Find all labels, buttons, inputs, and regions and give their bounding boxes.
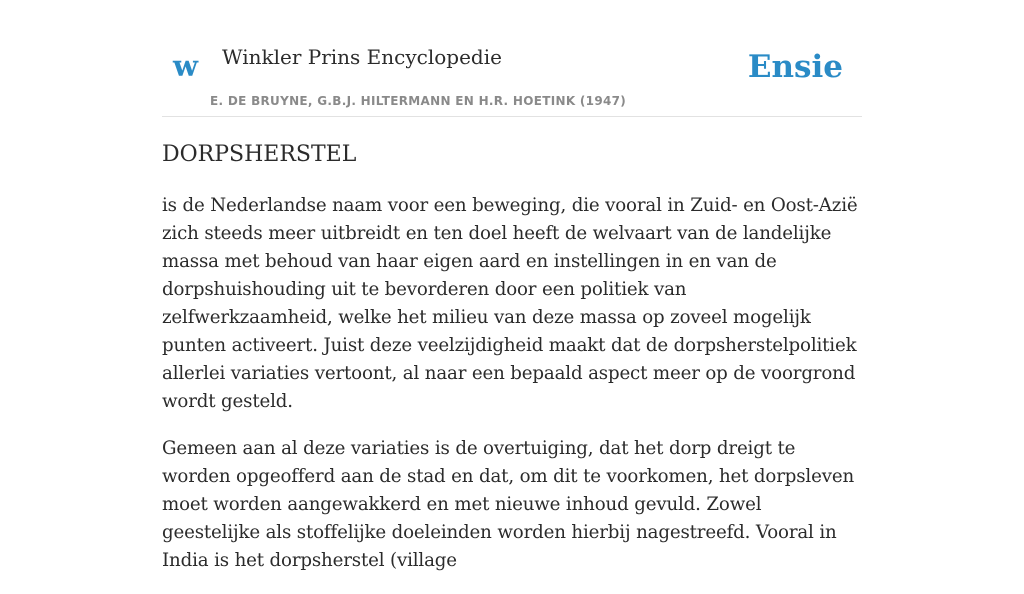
article-paragraph: is de Nederlandse naam voor een beweging, die vooral in Zuid- en Oost-Azië zich steeds meer uitbreidt en ten doel heeft de welvaart van de landelijke massa met behoud van haar eigen aard en instellingen in en van de dorpshuishouding uit te bevorderen door een politiek van zelfwerkzaamheid, welke het milieu van deze massa op zoveel mogelijk punten activeert. Juist deze veelzijdigheid maakt dat de dorpsherstelpolitiek allerlei variaties vertoont, al naar een bepaald aspect meer op de voorgrond wordt gesteld. (162, 195, 858, 412)
article-paragraph: Gemeen aan al deze variaties is de overtuiging, dat het dorp dreigt te worden opgeofferd aan de stad en dat, om dit te voorkomen, het dorpsleven moet worden aangewakkerd en met nieuwe inhoud gevuld. Zowel geestelijke als stoffelijke doeleinden worden hierbij nagestreefd. Vooral in India is het dorpsherstel (village (162, 438, 855, 571)
brand-logo[interactable]: Ensie (747, 49, 843, 85)
source-logo[interactable]: w (173, 49, 198, 83)
page-container (162, 0, 862, 571)
source-authors: E. DE BRUYNE, G.B.J. HILTERMANN EN H.R. HOETINK (1947) (210, 94, 627, 108)
source-header (162, 0, 862, 117)
article-title: DORPSHERSTEL (162, 142, 357, 167)
source-title[interactable]: Winkler Prins Encyclopedie (222, 45, 502, 69)
article-body (162, 192, 862, 594)
